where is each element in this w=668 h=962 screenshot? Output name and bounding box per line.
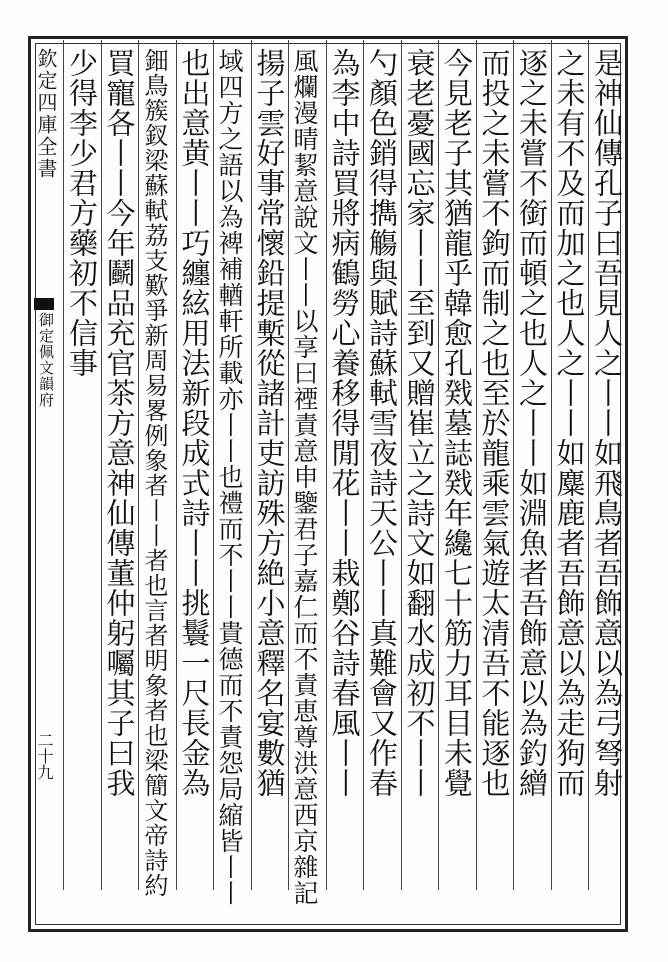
book-subtitle: 御定佩文韻府 — [37, 312, 55, 408]
fishtail-mark — [34, 298, 54, 310]
text-column: 鈿鳥簇釵梁蘇軾荔支歎爭新周易畧例象者丨丨者也言者明象者也梁簡文帝詩約 — [140, 48, 168, 898]
column-rule — [363, 40, 364, 890]
text-column: 逐之未嘗不銜而頓之也人之丨丨如淵魚者吾飾意以為釣繒 — [515, 48, 549, 798]
column-rule — [176, 40, 177, 890]
column-rule — [63, 40, 64, 890]
text-column: 為李中詩買將病鶴勞心養移得閒花丨丨栽鄭谷詩春風丨丨 — [327, 48, 362, 798]
text-column: 之未有不及而加之也人之丨丨如麋鹿者吾飾意以為走狗而 — [552, 48, 587, 798]
column-rule — [513, 40, 514, 890]
column-rule — [288, 40, 289, 890]
text-column: 揚子雲好事常懷鉛提槧從諸計吏訪殊方絶小意釋名宴數猶 — [252, 48, 287, 798]
column-rule — [588, 40, 589, 890]
text-column: 衰老憂國忘家丨丨至到又贈崔立之詩文如翻水成初不丨丨 — [402, 48, 437, 798]
text-column: 勺顏色銷得擕觴與賦詩蘇軾雪夜詩天公丨丨真難會又作春 — [365, 48, 399, 798]
column-rule — [476, 40, 477, 890]
column-rule — [251, 40, 252, 890]
text-column: 也出意黄丨丨巧纏絃用法新段成式詩丨丨挑鬟一尺長金為 — [177, 48, 212, 798]
text-column: 域四方之語以為裨補輶軒所載亦丨丨也禮而不丨丨貴德而不責怨局縮皆丨丨 — [215, 48, 244, 906]
folio-number: 二十九 — [35, 732, 54, 780]
text-column: 今見老子其猶龍乎韓愈孔戣墓誌戣年纔七十筋力耳目未覺 — [440, 48, 474, 798]
column-rule — [213, 40, 214, 890]
text-column: 買寵各丨丨今年鬬品充官茶方意神仙傳董仲躬囑其子曰我 — [102, 48, 137, 798]
column-rule — [438, 40, 439, 890]
book-title: 欽定四庫全書 — [34, 48, 58, 180]
text-column: 而投之未嘗不鉤而制之也至於龍乘雲氣遊太清吾不能逐也 — [477, 48, 512, 798]
text-column: 風爛漫晴絜意說文丨丨以享曰禋責意申鑒君子嘉仁而不責恵尊洪意西京雜記 — [290, 48, 319, 906]
column-rule — [101, 40, 102, 890]
column-rule — [326, 40, 327, 890]
column-rule — [551, 40, 552, 890]
text-column: 少得李少君方藥初不信事 — [65, 48, 99, 378]
column-rule — [401, 40, 402, 890]
text-column: 是神仙傳孔子曰吾見人之丨丨如飛鳥者吾飾意以為弓弩射 — [590, 48, 624, 798]
column-rule — [138, 40, 139, 890]
